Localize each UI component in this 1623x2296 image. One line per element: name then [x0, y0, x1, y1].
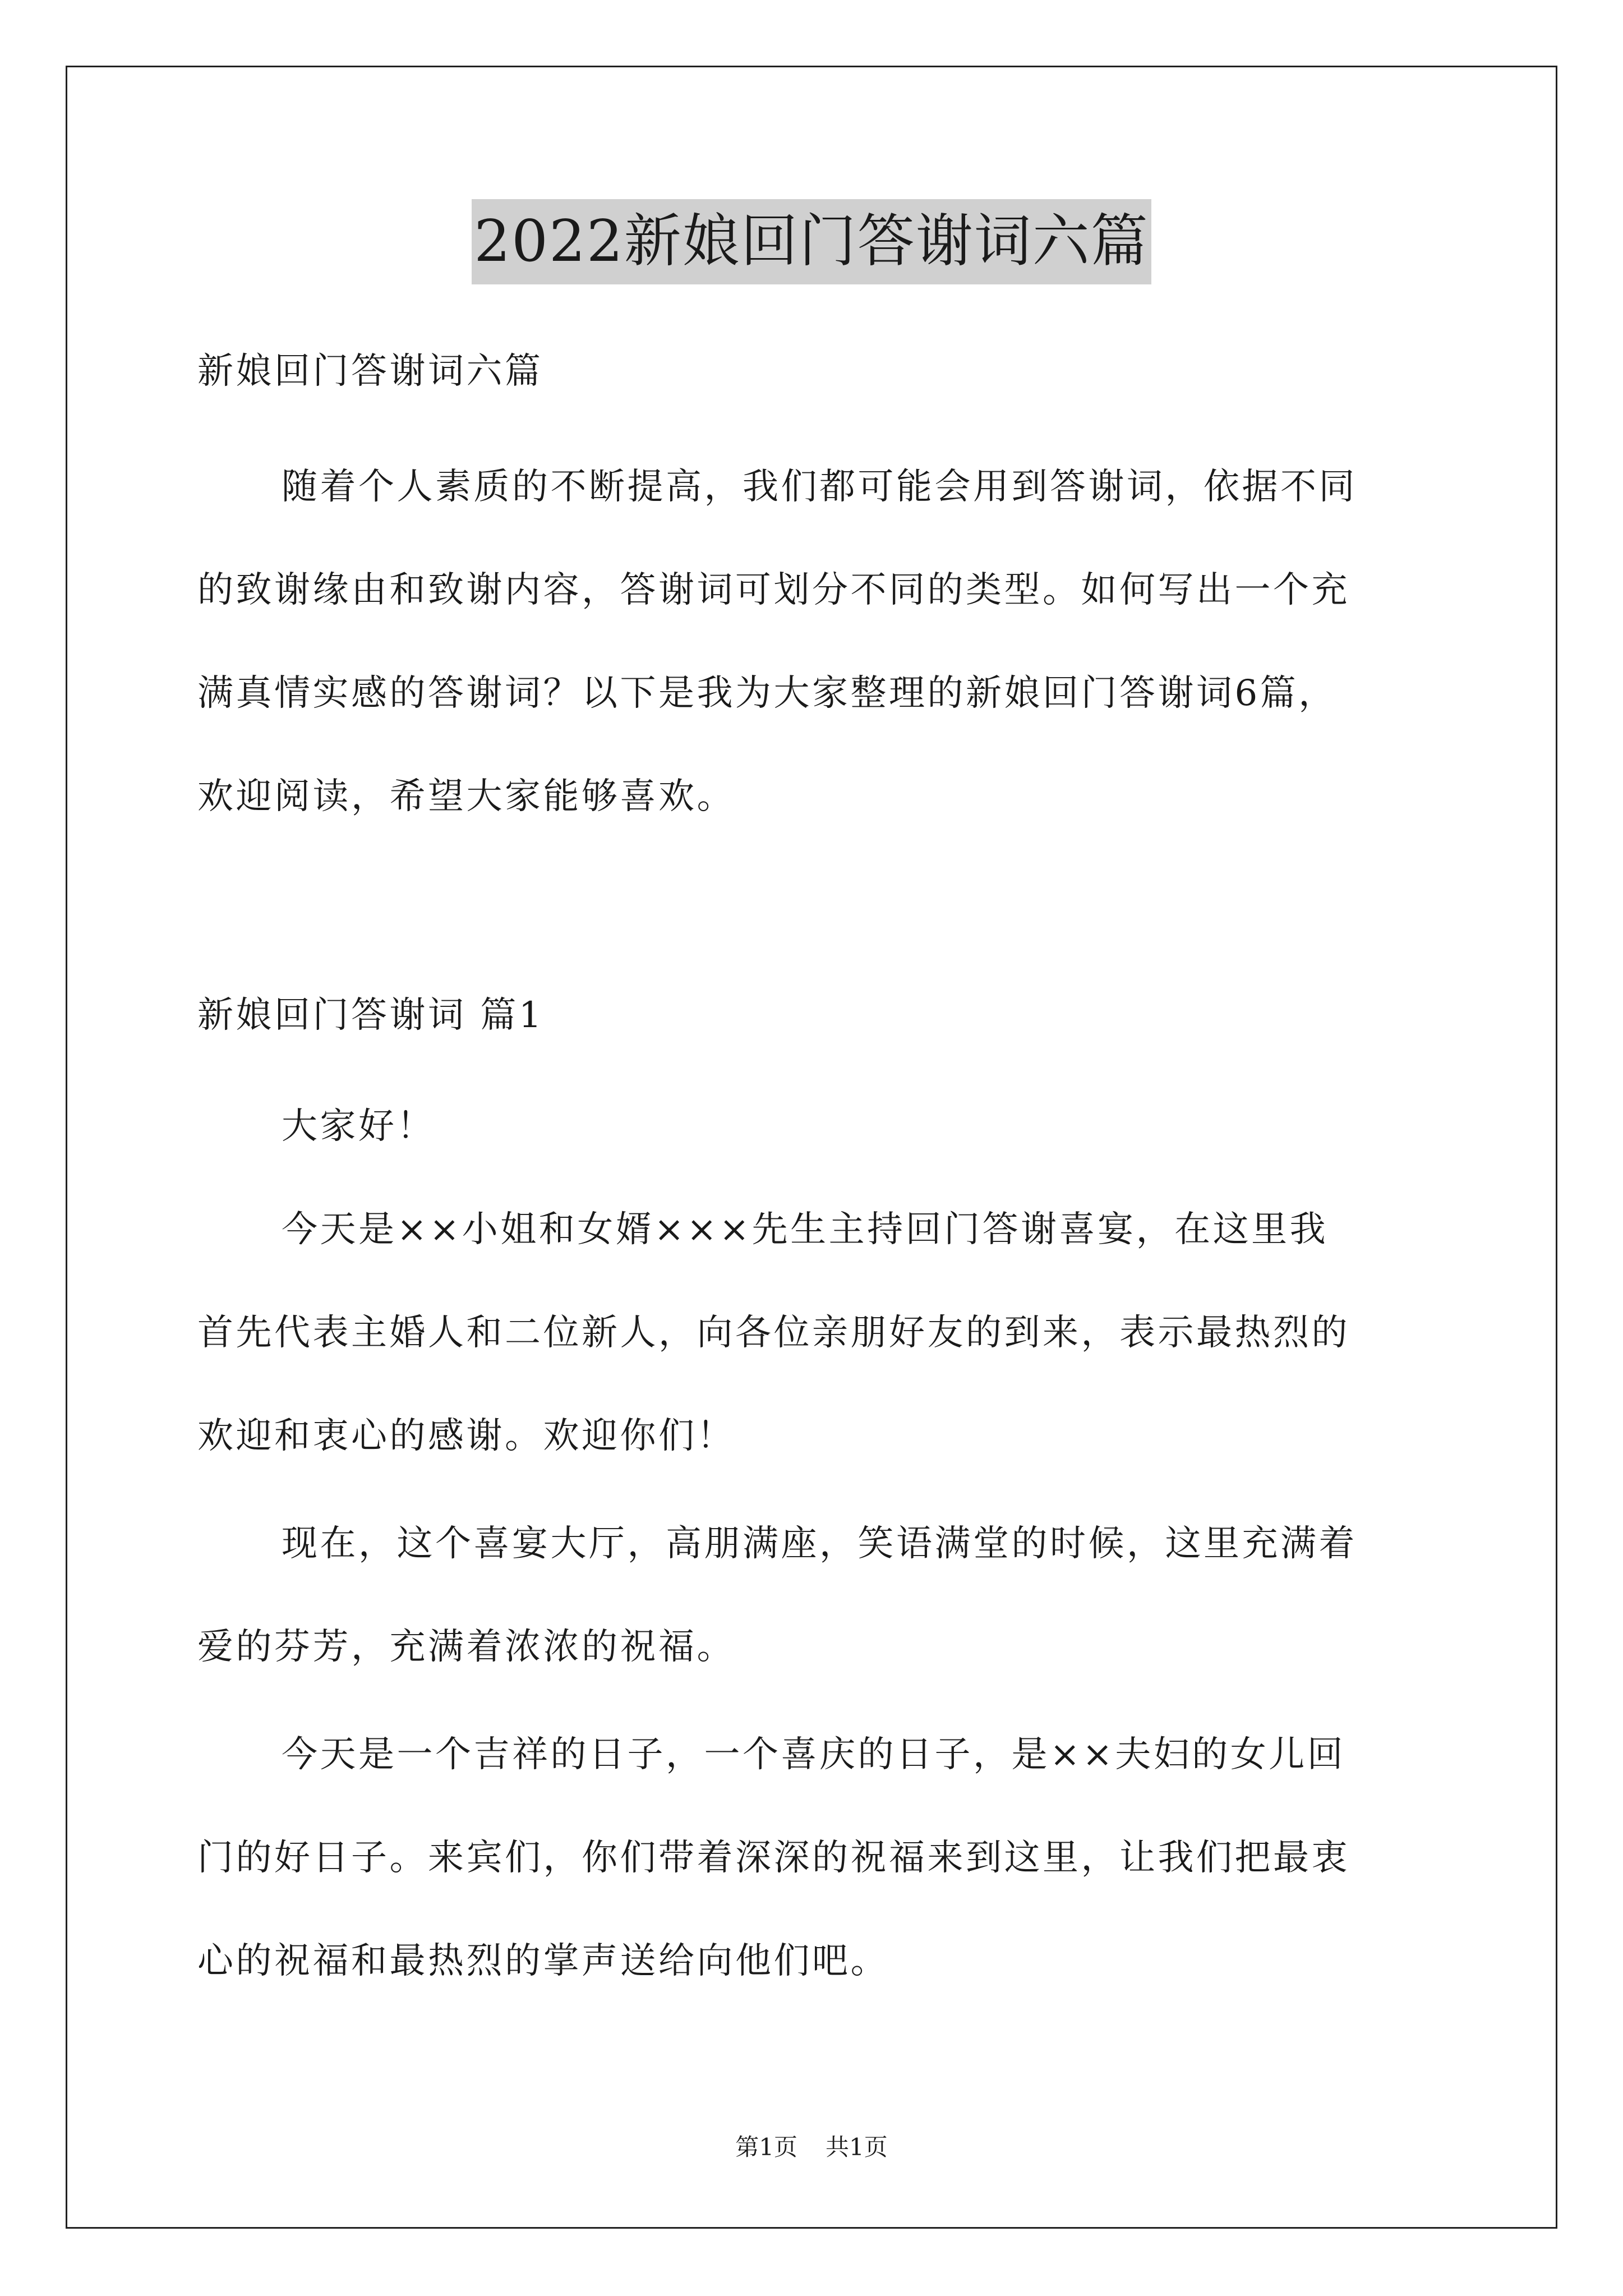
body-line: 欢迎和衷心的感谢。欢迎你们！	[197, 1415, 735, 1457]
intro-line: 随着个人素质的不断提高，我们都可能会用到答谢词，依据不同	[282, 466, 1357, 508]
body-line: 门的好日子。来宾们，你们带着深深的祝福来到这里，让我们把最衷	[197, 1837, 1350, 1879]
document-title: 2022新娘回门答谢词六篇	[472, 199, 1151, 284]
intro-line: 满真情实感的答谢词？以下是我为大家整理的新娘回门答谢词6篇，	[197, 673, 1337, 714]
body-line: 首先代表主婚人和二位新人，向各位亲朋好友的到来，表示最热烈的	[197, 1312, 1350, 1354]
page-footer	[0, 2132, 1623, 2163]
intro-line: 的致谢缘由和致谢内容，答谢词可划分不同的类型。如何写出一个充	[197, 569, 1350, 611]
body-line: 今天是一个吉祥的日子，一个喜庆的日子，是××夫妇的女儿回	[282, 1734, 1346, 1775]
page-total: 共1页	[826, 2133, 888, 2161]
body-line: 今天是××小姐和女婿×××先生主持回门答谢喜宴，在这里我	[282, 1209, 1329, 1250]
page-number: 第1页	[735, 2133, 797, 2161]
body-line: 大家好！	[282, 1106, 435, 1147]
section-title: 新娘回门答谢词 篇1	[197, 995, 545, 1036]
body-line: 爱的芬芳，充满着浓浓的祝福。	[197, 1626, 735, 1668]
document-heading: 新娘回门答谢词六篇	[197, 351, 543, 392]
title-container	[0, 199, 1623, 284]
body-line: 心的祝福和最热烈的掌声送给向他们吧。	[197, 1940, 889, 1982]
intro-line: 欢迎阅读，希望大家能够喜欢。	[197, 776, 735, 817]
body-line: 现在，这个喜宴大厅，高朋满座，笑语满堂的时候，这里充满着	[282, 1523, 1357, 1565]
